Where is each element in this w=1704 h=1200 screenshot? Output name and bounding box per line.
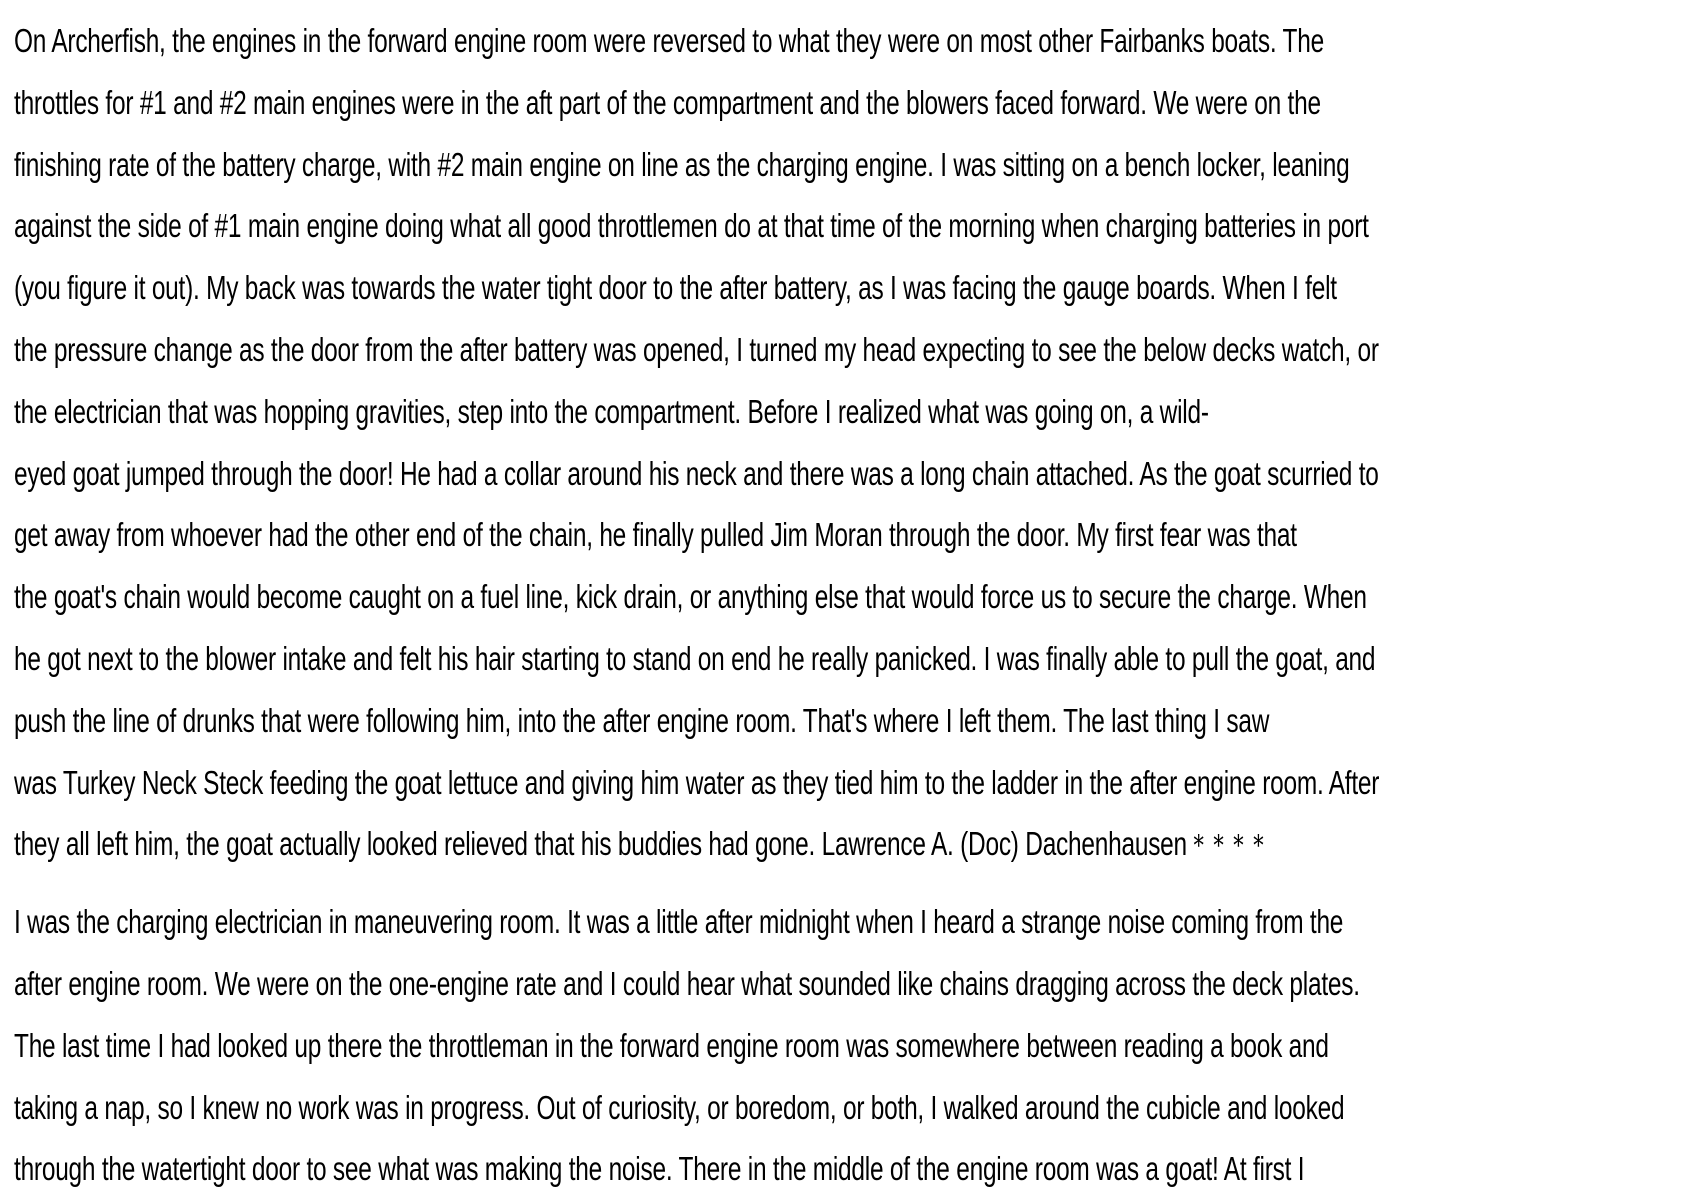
document-page [14,10,1698,1200]
text-line-with-separator [14,813,1266,875]
text-line: finishing rate of the battery charge, with #2 main engine on line as the charging engine. I was sitting on a bench locker, leaning [14,145,1350,183]
paragraph-gap [14,875,1698,891]
text-line: taking a nap, so I knew no work was in progress. Out of curiosity, or boredom, or both, I walked around the cubicle and looked [14,1088,1345,1126]
section-separator: * * * * [1193,829,1266,863]
paragraph-2 [14,891,1698,1200]
text-line: I was the charging electrician in maneuvering room. It was a little after midnight when I heard a strange noise coming from the [14,903,1344,941]
text-line: against the side of #1 main engine doing what all good throttlemen do at that time of the morning when charging batteries in port [14,207,1369,245]
text-line: The last time I had looked up there the throttleman in the forward engine room was somewhere between reading a book and [14,1026,1329,1064]
text-line: eyed goat jumped through the door! He had a collar around his neck and there was a long chain attached. As the goat scurried to [14,454,1379,492]
text-line: the pressure change as the door from the after battery was opened, I turned my head expecting to see the below decks watch, or [14,330,1379,368]
text-line: push the line of drunks that were following him, into the after engine room. That's where I left them. The last thing I saw [14,701,1270,739]
text-line: after engine room. We were on the one-engine rate and I could hear what sounded like chains dragging across the deck plates. [14,964,1360,1002]
text-line: through the watertight door to see what was making the noise. There in the middle of the engine room was a goat! At first I [14,1150,1305,1188]
text-line: they all left him, the goat actually looked relieved that his buddies had gone. Lawrence A. (Doc) Dachenhausen [14,825,1187,863]
text-line: the goat's chain would become caught on a fuel line, kick drain, or anything else that would force us to secure the charge. When [14,578,1367,616]
text-line: (you figure it out). My back was towards the water tight door to the after battery, as I was facing the gauge boards. When I felt [14,269,1337,307]
text-line: he got next to the blower intake and felt his hair starting to stand on end he really panicked. I was finally able to pull the goat, and [14,639,1376,677]
text-line: throttles for #1 and #2 main engines were in the aft part of the compartment and the blowers faced forward. We were on the [14,83,1321,121]
text-line: On Archerfish, the engines in the forward engine room were reversed to what they were on most other Fairbanks boats. The [14,22,1324,59]
text-line: was Turkey Neck Steck feeding the goat lettuce and giving him water as they tied him to the ladder in the after engine room. After [14,763,1380,801]
paragraph-1 [14,10,1698,875]
text-line: get away from whoever had the other end of the chain, he finally pulled Jim Moran through the door. My first fear was that [14,516,1297,554]
text-line: the electrician that was hopping gravities, step into the compartment. Before I realized what was going on, a wild- [14,392,1209,430]
